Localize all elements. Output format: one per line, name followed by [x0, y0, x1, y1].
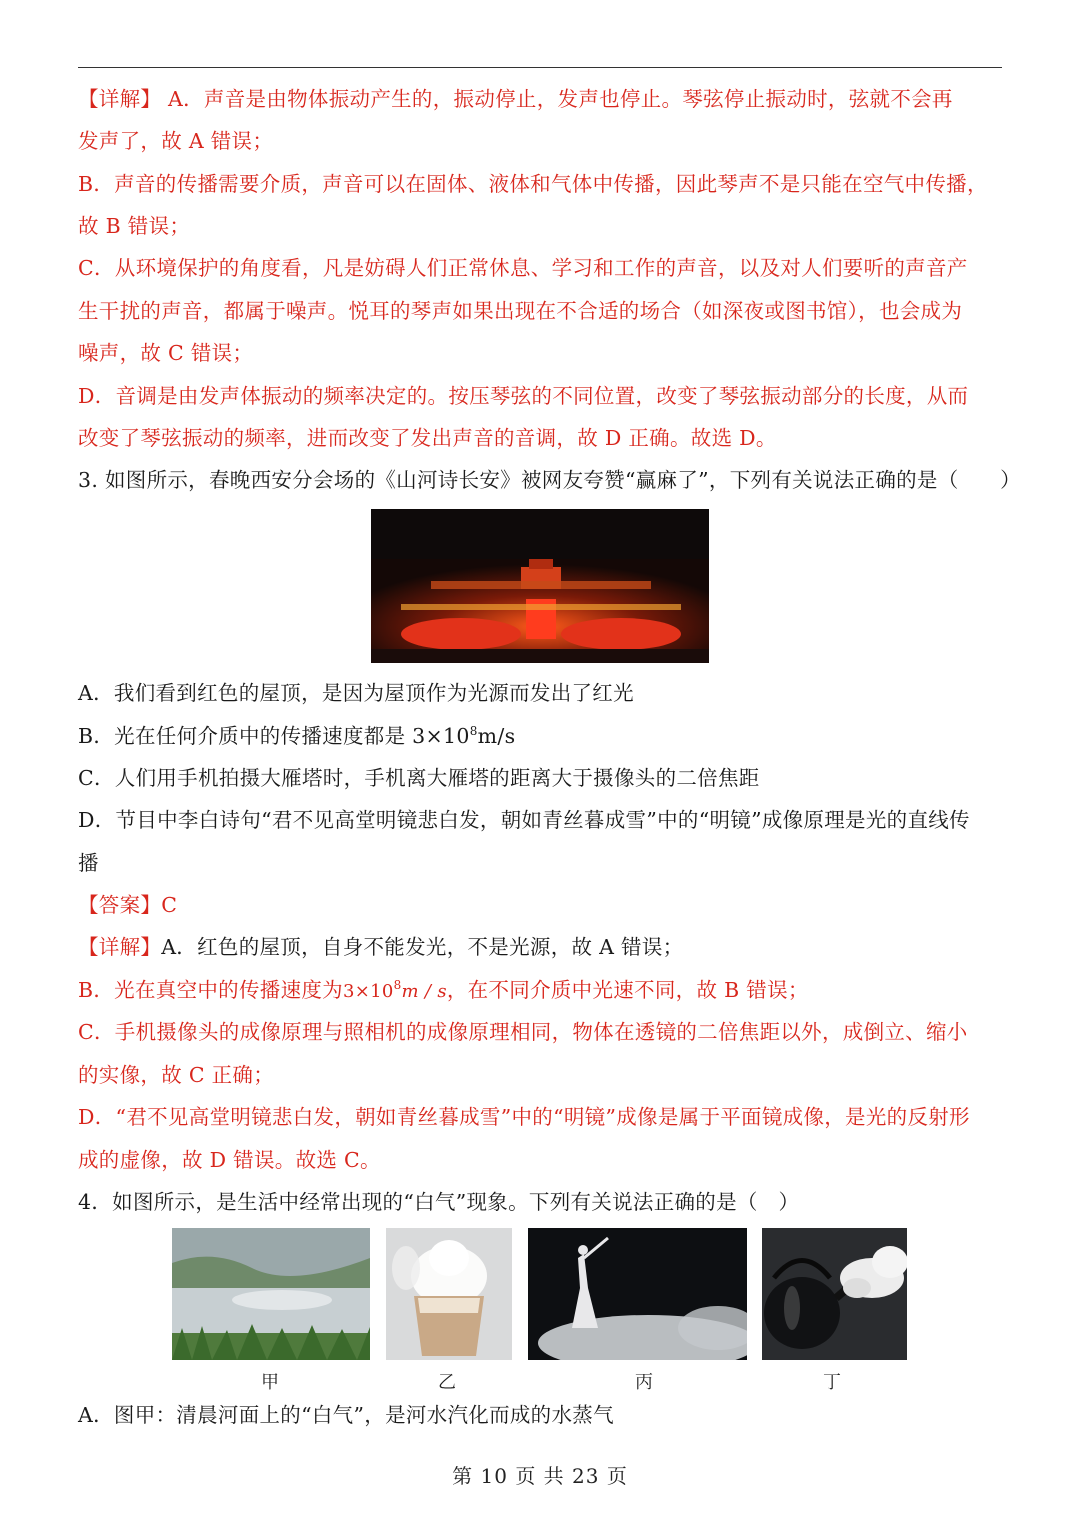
q3-option-d-line-2: 播 — [78, 851, 99, 875]
q2-detail-line-4: 故 B 错误； — [78, 214, 191, 238]
q2-detail-line-5: C．从环境保护的角度看，凡是妨碍人们正常休息、学习和工作的声音，以及对人们要听的声音产 — [78, 256, 968, 280]
caption-bing: 丙 — [635, 1372, 653, 1393]
caption-ding: 丁 — [823, 1372, 841, 1393]
q4-photo-yi-ice-cream — [386, 1228, 512, 1360]
q3-detail-b: B．光在真空中的传播速度为$3\times 10^8m / s$，在不同介质中光速不同，故 B 错误； — [78, 978, 809, 1002]
q2-detail-line-7: 噪声，故 C 错误； — [78, 341, 254, 365]
q2-detail-line-2: 发声了，故 A 错误； — [78, 129, 274, 153]
caption-yi: 乙 — [438, 1372, 456, 1393]
q4-option-a: A．图甲：清晨河面上的“白气”，是河水汽化而成的水蒸气 — [78, 1403, 614, 1427]
q3-detail-c-line-2: 的实像，故 C 正确； — [78, 1063, 275, 1087]
q3-detail-d-line-1: D．“君不见高堂明镜悲白发，朝如青丝暮成雪”中的“明镜”成像是属于平面镜成像，是光的反射形 — [78, 1105, 970, 1129]
q4-photo-jia-river-fog — [172, 1228, 370, 1360]
header-rule — [78, 67, 1002, 68]
q2-detail-line-1: 【详解】 A．声音是由物体振动产生的，振动停止，发声也停止。琴弦停止振动时，弦就不会再 — [78, 87, 953, 111]
q3-stem: 3. 如图所示，春晚西安分会场的《山河诗长安》被网友夸赞“赢麻了”，下列有关说法正确的是（ ） — [78, 468, 1021, 492]
q3-option-b: B．光在任何介质中的传播速度都是 $3\times 10^8m/s$ — [78, 724, 516, 748]
q2-detail-line-8: D．音调是由发声体振动的频率决定的。按压琴弦的不同位置，改变了琴弦振动部分的长度，从而 — [78, 384, 969, 408]
q3-detail-d-line-2: 成的虚像，故 D 错误。故选 C。 — [78, 1148, 381, 1172]
q4-photo-bing-stage-fog — [528, 1228, 747, 1360]
q3-night-scene-photo — [371, 509, 709, 663]
q4-photo-ding-kettle-steam — [762, 1228, 907, 1360]
q3-option-a: A．我们看到红色的屋顶，是因为屋顶作为光源而发出了红光 — [78, 681, 634, 705]
q2-detail-line-3: B．声音的传播需要介质，声音可以在固体、液体和气体中传播，因此琴声不是只能在空气中传播， — [78, 172, 988, 196]
q4-stem: 4．如图所示，是生活中经常出现的“白气”现象。下列有关说法正确的是（ ） — [78, 1190, 800, 1214]
page-footer: 第 10 页 共 23 页 — [452, 1464, 628, 1488]
q2-detail-line-6: 生干扰的声音，都属于噪声。悦耳的琴声如果出现在不合适的场合（如深夜或图书馆），也会成为 — [78, 299, 963, 323]
q3-detail-c-line-1: C．手机摄像头的成像原理与照相机的成像原理相同，物体在透镜的二倍焦距以外，成倒立、缩小 — [78, 1020, 968, 1044]
q3-option-c: C．人们用手机拍摄大雁塔时，手机离大雁塔的距离大于摄像头的二倍焦距 — [78, 766, 760, 790]
caption-jia: 甲 — [261, 1372, 279, 1393]
q2-detail-line-9: 改变了琴弦振动的频率，进而改变了发出声音的音调，故 D 正确。故选 D。 — [78, 426, 777, 450]
q3-answer: 【答案】C — [78, 893, 178, 917]
q3-option-d-line-1: D．节目中李白诗句“君不见高堂明镜悲白发，朝如青丝暮成雪”中的“明镜”成像原理是光的直线传 — [78, 808, 970, 832]
q3-detail-a: 【详解】A．红色的屋顶，自身不能发光，不是光源，故 A 错误； — [78, 935, 684, 959]
